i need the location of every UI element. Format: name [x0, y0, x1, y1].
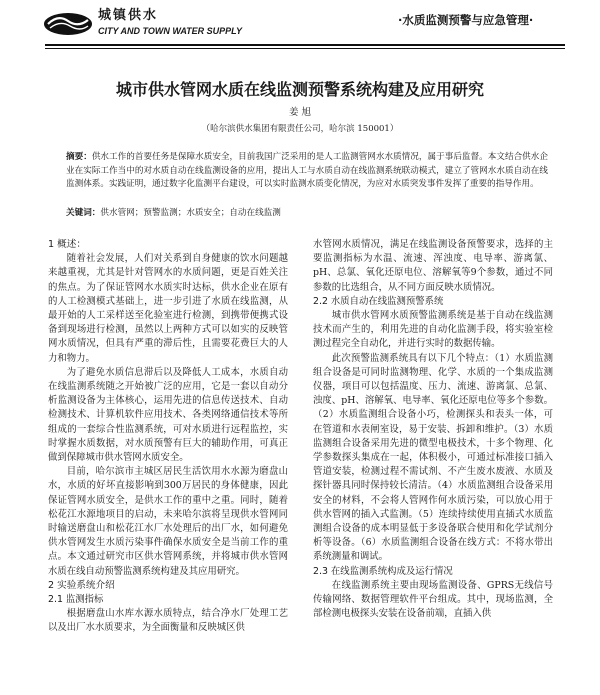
left-column — [48, 238, 288, 636]
article-title: 城市供水管网水质在线监测预警系统构建及应用研究 — [115, 80, 484, 99]
article-author: 姜 旭 — [288, 107, 312, 118]
keywords-label: 关键词： — [66, 208, 101, 218]
journal-name-en: CITY AND TOWN WATER SUPPLY — [98, 26, 243, 36]
paragraph: 根据磨盘山水库水源水质特点，结合净水厂处理工艺以及出厂水水质要求，为全面衡量和反映城区供 — [48, 608, 288, 634]
heading-system-composition: 2.3 在线监测系统构成及运行情况 — [313, 565, 453, 577]
page-header — [0, 0, 600, 58]
keywords — [66, 207, 548, 220]
water-drop-logo-icon — [42, 6, 94, 38]
journal-logo — [42, 4, 242, 46]
paragraph: 目前，哈尔滨市主城区居民生活饮用水水源为磨盘山水，水质的好坏直接影响到300万居民的身体健康，因此保证管网水质安全，是供水工作的重中之重。同时，随着松花江水源地项目的启动，未来哈尔滨将呈现供水管网同时输送磨盘山和松花江水厂水处理后的出厂水，如何避免供水管网发生水质污染事件确保水质安全是当前工作的重点。本文通过研究市区供水管网系统，并将城市供水管网水质在线自动预警监测系统构建及其应用研究。 — [48, 466, 288, 577]
paragraph: 城市供水管网水质预警监测系统是基于自动在线监测技术而产生的，利用先进的自动化监测手段，将实验室检测过程完全自动化，并进行实时的数据传输。 — [313, 310, 553, 350]
paragraph: 此次预警监测系统具有以下几个特点：（1）水质监测组合设备是可同时监测物理、化学、水质的一个集成监测仪器，项目可以包括温度、压力、流速、游离氯、总氯、浊度、pH、溶解氧、电导率、氧化还原电位等多个参数。（2）水质监测组合设备小巧，检测探头和表头一体，可在管道和水表闸室设，易于安装、拆卸和维护。（3）水质监测组合设备采用先进的微型电极技术，十多个物理、化学参数探头集成在一起，体积极小，可通过标准接口插入管道安装，检测过程不需试剂、不产生废水废液、水质及探针器具同时保持较长清洁。（4）水质监测组合设备采用安全的材料，不会将人管网作何水质污染，可以放心用于供水管网的插入式监测。（5）连续持续使用直插式水质监测组合设备的成本明显低于多设备联合使用和化学试剂分析等设备。（6）水质监测组合设备在线方式：不将水带出系统测量和调试。 — [313, 352, 553, 563]
keywords-text: 供水管网；预警监测；水质安全；自动在线监测 — [100, 208, 281, 218]
header-rule-thin — [45, 48, 565, 49]
heading-overview: 1 概述： — [48, 239, 86, 250]
heading-indicators: 2.1 监测指标 — [48, 594, 104, 606]
abstract-text: 供水工作的首要任务是保障水质安全，目前我国广泛采用的是人工监测管网水水质情况，属于事后监督。本文结合供水企业在实际工作当中的对水质自动在线监测设备的应用，提出人工与水质自动在线监测系统联动模式，建立了管网水水质自动在线监测体系。实践证明，通过数字化监测平台建设，可以实时监测水质变化情况，为应对水质突发事件发挥了重要的指导作用。 — [66, 152, 548, 189]
header-rule — [45, 44, 565, 46]
heading-system-intro: 2 实验系统介绍 — [48, 579, 115, 591]
abstract-label: 摘要： — [66, 152, 92, 162]
paragraph: 水管网水质情况，满足在线监测设备预警要求，选择的主要监测指标为水温、流速、浑浊度、电导率、游离氯、pH、总氯、氧化还原电位、溶解氧等9个参数，通过不同参数的比选组合，从不同方面反映水质情况。 — [313, 239, 553, 293]
article-affiliation: （哈尔滨供水集团有限责任公司，哈尔滨 150001） — [201, 124, 399, 134]
journal-name-cn: 城镇供水 — [98, 8, 159, 23]
section-tag: ·水质监测预警与应急管理· — [398, 13, 534, 27]
paragraph: 随着社会发展，人们对关系到自身健康的饮水问题越来越重视，尤其是针对管网水的水质问题，更是百姓关注的焦点。为了保证管网水水质实时达标，供水企业在原有的人工检测模式基础上，进一步引进了水质在线监测，从最开始的人工采样送至化验室进行检测，到携带便携式设备到现场进行检测，虽然以上两种方式可以如实的反映管网水质情况，但具有严重的滞后性，且需要花费巨大的人力和物力。 — [48, 253, 288, 364]
paragraph: 在线监测系统主要由现场监测设备、GPRS无线信号传输网络、数据管理软件平台组成。其中，现场监测，全部检测电极探头安装在设备前端，直插入供 — [313, 579, 553, 620]
abstract — [66, 151, 548, 192]
heading-online-monitoring: 2.2 水质自动在线监测预警系统 — [313, 295, 444, 307]
paragraph: 为了避免水质信息滞后以及降低人工成本，水质自动在线监测系统随之开始被广泛的应用，它是一套以自动分析监测设备为主体核心，运用先进的信息传送技术、自动检测技术、计算机软件应用技术、各类网络通信技术等所组成的一套综合性监测系统，可对水质进行远程监控，实时掌握水质数据，对水质预警有巨大的辅助作用，可真正做到保障城市供水管网水质安全。 — [48, 366, 288, 464]
right-column — [313, 238, 553, 621]
